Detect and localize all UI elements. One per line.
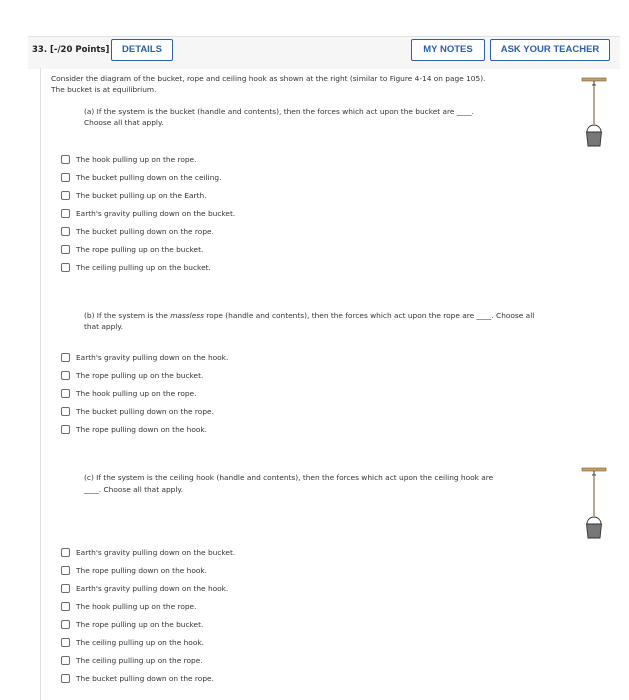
checkbox[interactable] — [61, 263, 70, 272]
option-label: Earth's gravity pulling down on the bucket. — [76, 208, 236, 218]
option-label: The bucket pulling down on the rope. — [76, 406, 214, 416]
option-label: The rope pulling down on the hook. — [76, 565, 208, 575]
part-c-option[interactable] — [61, 672, 214, 684]
part-b-prompt-emphasis: massless — [170, 311, 204, 320]
bucket-rope-hook-diagram — [580, 76, 608, 148]
part-a-option[interactable] — [61, 243, 203, 255]
question-points: [-/20 Points] — [50, 45, 110, 55]
part-b-prompt-line-2: that apply. — [84, 322, 123, 331]
part-a-option[interactable] — [61, 189, 207, 201]
intro-line-2: The bucket is at equilibrium. — [51, 85, 157, 94]
bucket-rope-hook-diagram-c — [580, 466, 608, 540]
option-label: The rope pulling down on the hook. — [76, 424, 208, 434]
part-b-option[interactable] — [61, 351, 228, 363]
option-label: The bucket pulling down on the rope. — [76, 673, 214, 683]
part-b-option[interactable] — [61, 405, 214, 417]
part-b-option[interactable] — [61, 423, 207, 435]
checkbox[interactable] — [61, 620, 70, 629]
bucket-handle — [587, 517, 601, 524]
checkbox[interactable] — [61, 209, 70, 218]
part-c-option[interactable] — [61, 636, 204, 648]
part-a-option[interactable] — [61, 207, 235, 219]
hook-icon — [592, 471, 596, 475]
option-label: The rope pulling up on the bucket. — [76, 370, 204, 380]
option-label: The ceiling pulling up on the bucket. — [76, 262, 211, 272]
part-b-prompt-post: rope (handle and contents), then the forces which act upon the rope are ____. Choose all — [203, 311, 535, 320]
bucket-handle — [587, 125, 601, 132]
option-label: The bucket pulling up on the Earth. — [76, 190, 207, 200]
intro-line-1: Consider the diagram of the bucket, rope and ceiling hook as shown at the right (similar to Figure 4-14 on page 105). — [51, 74, 486, 83]
part-b-option[interactable] — [61, 387, 196, 399]
option-label: The bucket pulling down on the ceiling. — [76, 172, 222, 182]
part-a-prompt-line-1: (a) If the system is the bucket (handle and contents), then the forces which act upon the bucket are ____. — [84, 107, 474, 116]
part-b-option[interactable] — [61, 369, 203, 381]
bucket-icon — [587, 524, 602, 538]
checkbox[interactable] — [61, 389, 70, 398]
question-number-points — [32, 45, 109, 55]
part-c-option[interactable] — [61, 600, 196, 612]
checkbox[interactable] — [61, 656, 70, 665]
option-label: The ceiling pulling up on the rope. — [76, 655, 203, 665]
option-label: The rope pulling up on the bucket. — [76, 619, 204, 629]
part-a-option[interactable] — [61, 153, 196, 165]
checkbox[interactable] — [61, 407, 70, 416]
part-c-option[interactable] — [61, 564, 207, 576]
ask-your-teacher-button[interactable]: ASK YOUR TEACHER — [490, 39, 610, 61]
part-c-option[interactable] — [61, 618, 203, 630]
details-button[interactable]: DETAILS — [111, 39, 173, 61]
option-label: The hook pulling up on the rope. — [76, 154, 197, 164]
hook-icon — [592, 81, 596, 85]
part-c-prompt-line-2: ____. Choose all that apply. — [84, 485, 184, 494]
option-label: Earth's gravity pulling down on the hook. — [76, 583, 229, 593]
part-a-prompt-line-2: Choose all that apply. — [84, 118, 164, 127]
checkbox[interactable] — [61, 353, 70, 362]
checkbox[interactable] — [61, 602, 70, 611]
part-a-option[interactable] — [61, 171, 221, 183]
part-a-option[interactable] — [61, 261, 211, 273]
part-c-option[interactable] — [61, 582, 228, 594]
checkbox[interactable] — [61, 191, 70, 200]
option-label: The bucket pulling down on the rope. — [76, 226, 214, 236]
ceiling-bar — [582, 468, 606, 471]
option-label: The rope pulling up on the bucket. — [76, 244, 204, 254]
checkbox[interactable] — [61, 584, 70, 593]
part-c-prompt-line-1: (c) If the system is the ceiling hook (handle and contents), then the forces which act upon the ceiling hook are — [84, 473, 494, 482]
part-c-option[interactable] — [61, 546, 235, 558]
ceiling-bar — [582, 78, 606, 81]
part-a-option[interactable] — [61, 225, 214, 237]
checkbox[interactable] — [61, 638, 70, 647]
checkbox[interactable] — [61, 371, 70, 380]
content-left-rule — [40, 68, 41, 700]
checkbox[interactable] — [61, 227, 70, 236]
part-c-option[interactable] — [61, 654, 203, 666]
option-label: Earth's gravity pulling down on the bucket. — [76, 547, 236, 557]
my-notes-button[interactable]: MY NOTES — [411, 39, 485, 61]
option-label: The hook pulling up on the rope. — [76, 388, 197, 398]
option-label: The ceiling pulling up on the hook. — [76, 637, 204, 647]
question-number: 33. — [32, 45, 48, 55]
option-label: The hook pulling up on the rope. — [76, 601, 197, 611]
checkbox[interactable] — [61, 566, 70, 575]
part-b-prompt-pre: (b) If the system is the — [84, 311, 171, 320]
checkbox[interactable] — [61, 245, 70, 254]
part-b-prompt-line-1 — [84, 311, 534, 321]
checkbox[interactable] — [61, 425, 70, 434]
checkbox[interactable] — [61, 155, 70, 164]
checkbox[interactable] — [61, 173, 70, 182]
option-label: Earth's gravity pulling down on the hook. — [76, 352, 229, 362]
bucket-icon — [587, 132, 602, 146]
checkbox[interactable] — [61, 548, 70, 557]
checkbox[interactable] — [61, 674, 70, 683]
